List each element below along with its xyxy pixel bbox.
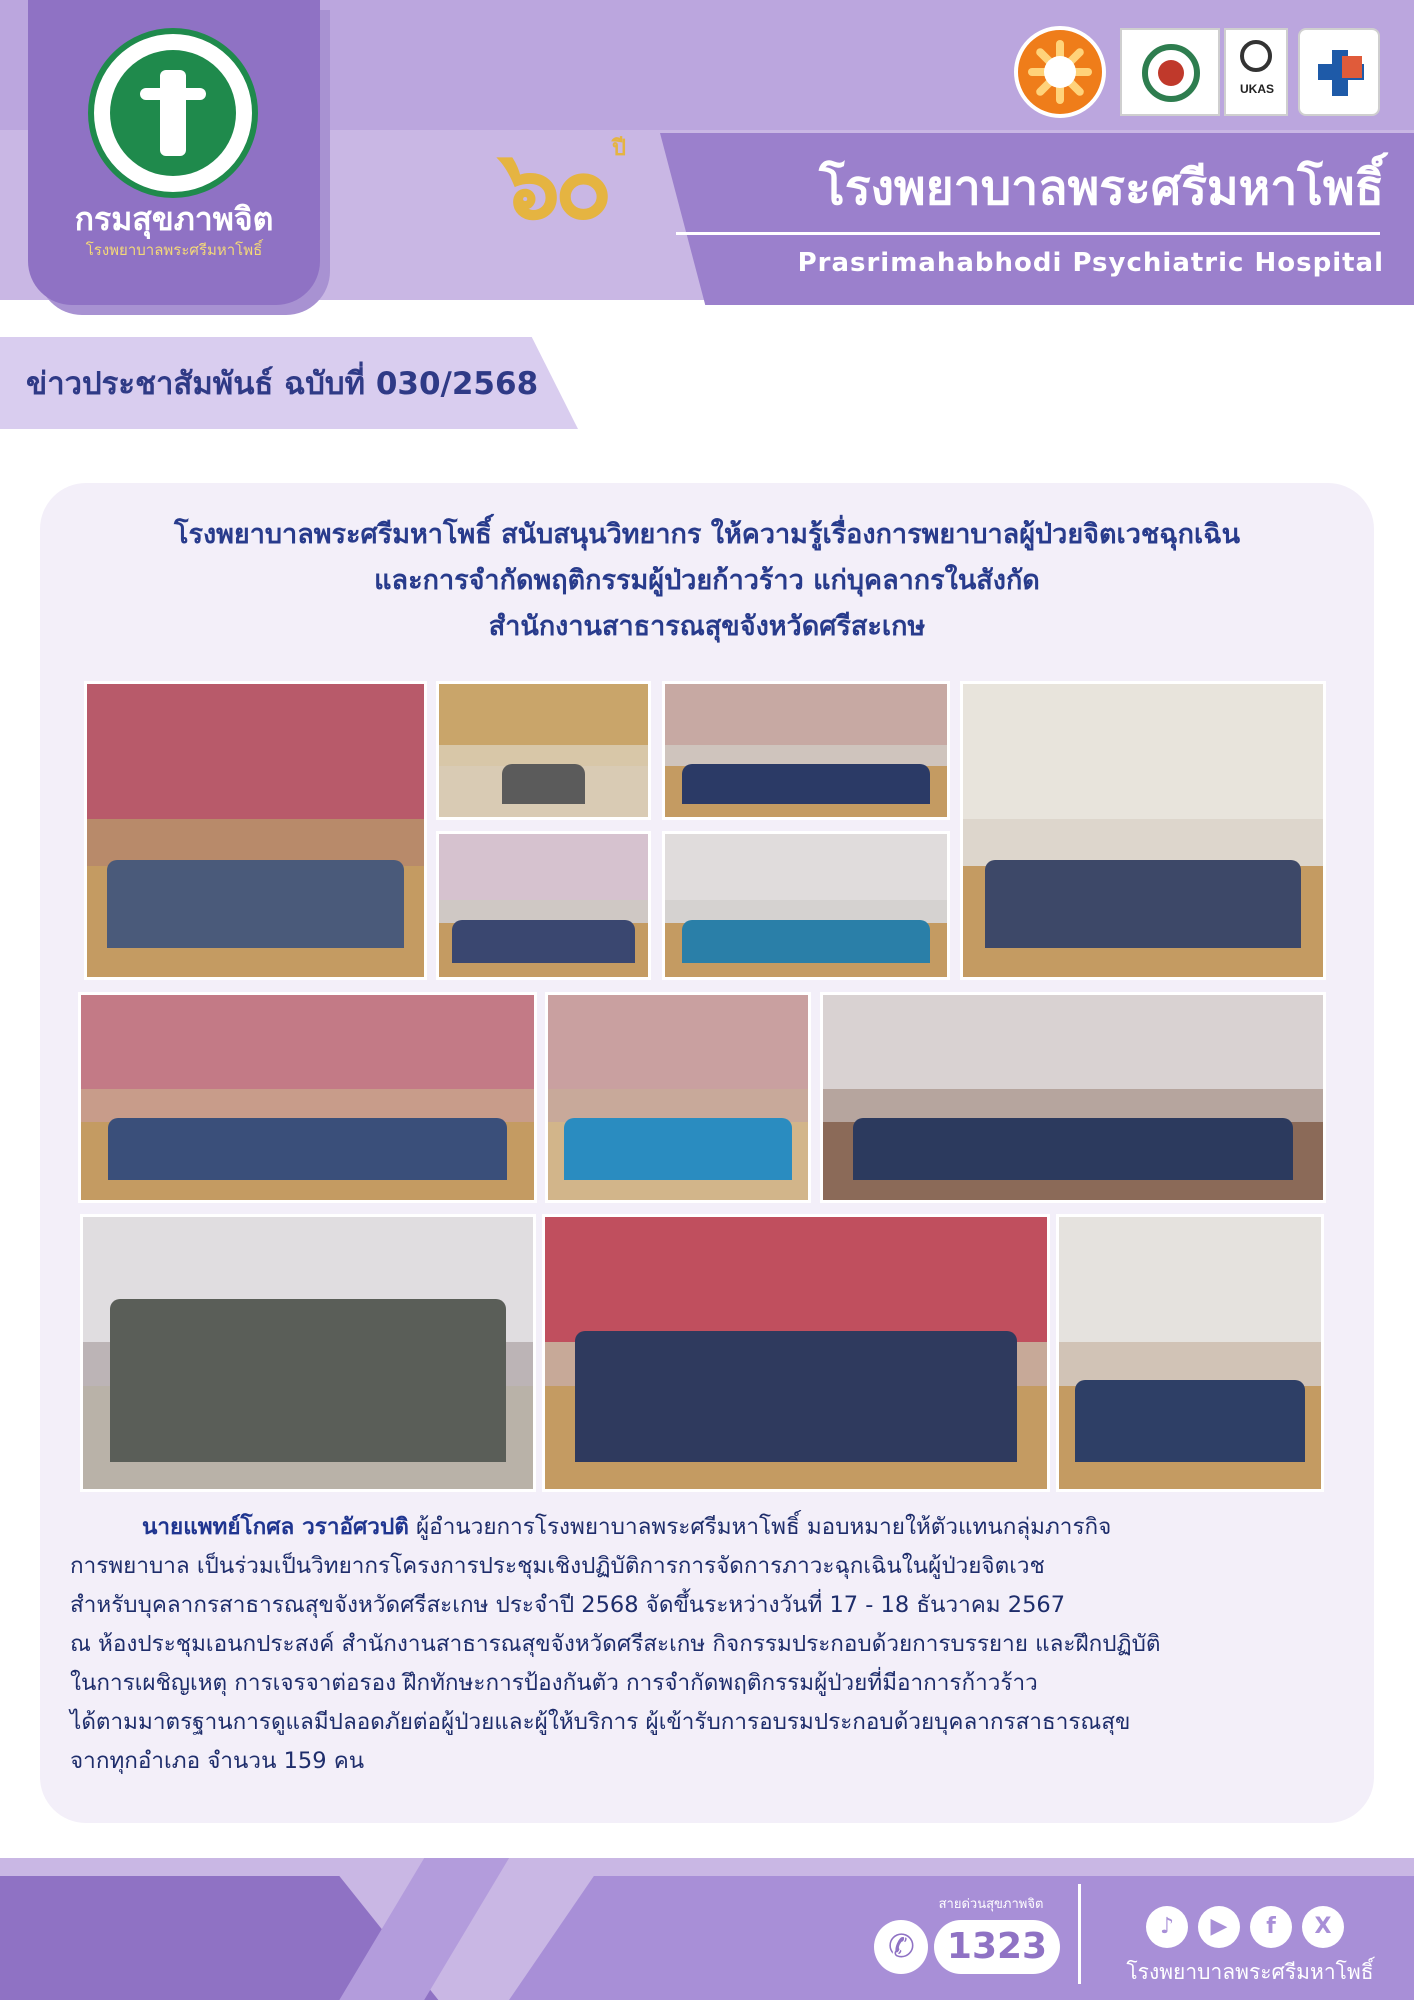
training-photo-7	[78, 992, 537, 1203]
body-line	[70, 1508, 1340, 1547]
hospital-name-english: Prasrimahabhodi Psychiatric Hospital	[797, 248, 1384, 278]
department-logo-subtitle: โรงพยาบาลพระศรีมหาโพธิ์	[85, 241, 263, 259]
training-photo-9	[820, 992, 1326, 1203]
ukas-label: UKAS	[1239, 82, 1274, 96]
tiktok-icon[interactable]: ♪	[1146, 1906, 1188, 1948]
body-line: ในการเผชิญเหตุ การเจรจาต่อรอง ฝึกทักษะการป้องกันตัว การจำกัดพฤติกรรมผู้ป่วยที่มีอาการก้าวร้าว	[70, 1670, 1038, 1696]
training-photo-11	[542, 1214, 1050, 1492]
body-line-text: ผู้อำนวยการโรงพยาบาลพระศรีมหาโพธิ์ มอบหมายให้ตัวแทนกลุ่มภารกิจ	[408, 1514, 1112, 1540]
training-photo-12	[1056, 1214, 1324, 1492]
training-photo-3	[662, 681, 950, 820]
training-photo-1	[84, 681, 427, 980]
x-icon[interactable]: X	[1302, 1906, 1344, 1948]
anniversary-emblem: ๖๐	[499, 128, 607, 241]
anniversary-suffix: ปี	[612, 136, 626, 161]
press-release-label: ข่าวประชาสัมพันธ์ ฉบับที่ 030/2568	[26, 366, 539, 402]
body-line: ได้ตามมาตรฐานการดูแลมีปลอดภัยต่อผู้ป่วยและผู้ให้บริการ ผู้เข้ารับการอบรมประกอบด้วยบุคลากรสาธารณสุข	[70, 1709, 1131, 1735]
footer-hospital-name: โรงพยาบาลพระศรีมหาโพธิ์	[1126, 1960, 1374, 1984]
body-line: สำหรับบุคลากรสาธารณสุขจังหวัดศรีสะเกษ ประจำปี 2568 จัดขึ้นระหว่างวันที่ 17 - 18 ธันวาคม 2567	[70, 1592, 1066, 1618]
body-line: การพยาบาล เป็นร่วมเป็นวิทยากรโครงการประชุมเชิงปฏิบัติการการจัดการภาวะฉุกเฉินในผู้ป่วยจิตเวช	[70, 1553, 1045, 1579]
ukas-icon	[1224, 28, 1288, 116]
ministry-seal-icon	[88, 28, 258, 198]
body-line: ณ ห้องประชุมเอนกประสงค์ สำนักงานสาธารณสุขจังหวัดศรีสะเกษ กิจกรรมประกอบด้วยการบรรยาย และฝึกปฏิบัติ	[70, 1631, 1161, 1657]
training-photo-8	[545, 992, 811, 1203]
youtube-icon[interactable]: ▶	[1198, 1906, 1240, 1948]
training-photo-2	[436, 681, 651, 820]
headline-line: และการจำกัดพฤติกรรมผู้ป่วยก้าวร้าว แก่บุคลากรในสังกัด	[374, 565, 1040, 596]
news-headline	[60, 512, 1354, 650]
body-lead-name: นายแพทย์โกศล วราอัศวปติ	[142, 1514, 409, 1540]
headline-line: สำนักงานสาธารณสุขจังหวัดศรีสะเกษ	[488, 611, 926, 642]
facebook-icon[interactable]: f	[1250, 1906, 1292, 1948]
body-line: จากทุกอำเภอ จำนวน 159 คน	[70, 1748, 365, 1774]
training-photo-6	[662, 831, 950, 980]
training-photo-5	[436, 831, 651, 980]
hotline-caption: สายด่วนสุขภาพจิต	[938, 1897, 1044, 1912]
healthcare-accreditation-icon	[1298, 28, 1380, 116]
training-photo-4	[960, 681, 1326, 980]
training-photo-10	[80, 1214, 536, 1492]
dharma-wheel-icon	[1014, 26, 1106, 118]
news-body	[70, 1508, 1340, 1781]
headline-line: โรงพยาบาลพระศรีมหาโพธิ์ สนับสนุนวิทยากร ให้ความรู้เรื่องการพยาบาลผู้ป่วยจิตเวชฉุกเฉิน	[173, 519, 1241, 550]
phone-icon: ✆	[874, 1920, 928, 1974]
hospital-name-thai: โรงพยาบาลพระศรีมหาโพธิ์	[819, 160, 1384, 216]
hotline-number[interactable]: 1323	[934, 1920, 1060, 1974]
footer-divider	[1078, 1884, 1081, 1984]
title-divider	[676, 232, 1380, 235]
department-logo-title: กรมสุขภาพจิต	[74, 200, 274, 238]
urs-iso-icon	[1120, 28, 1220, 116]
